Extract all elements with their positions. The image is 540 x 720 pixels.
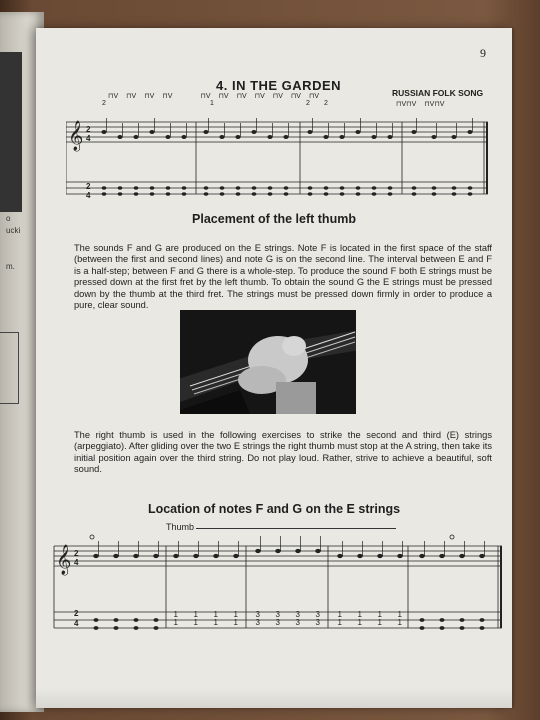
tab-note <box>114 618 119 622</box>
exercise-staff <box>52 528 506 648</box>
note-head <box>411 130 416 134</box>
tab-note <box>236 186 241 190</box>
tab-note <box>102 192 107 196</box>
tab-note <box>340 186 345 190</box>
note-head <box>275 549 281 553</box>
tab-note <box>134 186 139 190</box>
svg-text:4: 4 <box>74 558 79 567</box>
tab-note <box>440 626 445 630</box>
right-thumb-paragraph: The right thumb is used in the following exercises to strike the second and third (E) strings (arpeggiato). After gliding over the two E strings the right thumb must stop at the A string, then take its initial position again over the third string. Do not play loud. Rather, strive to achieve a beautiful, soft sound. <box>74 430 492 475</box>
tab-note <box>412 186 417 190</box>
tab-note <box>268 192 273 196</box>
note-head <box>431 135 436 139</box>
note-head <box>165 135 170 139</box>
svg-text:𝄞: 𝄞 <box>56 545 72 575</box>
note-head <box>377 554 383 558</box>
previous-page-fragment: m. <box>6 262 15 271</box>
previous-page-fragment: o <box>6 214 11 223</box>
tab-note <box>118 186 123 190</box>
note-head <box>295 549 301 553</box>
tab-note <box>432 186 437 190</box>
note-head <box>467 130 472 134</box>
tab-note <box>134 626 139 630</box>
tab-note <box>460 626 465 630</box>
tab-fret-number: 3 <box>275 610 280 619</box>
tab-fret-number: 3 <box>275 618 280 627</box>
note-head <box>397 554 403 558</box>
tab-note <box>94 618 99 622</box>
tab-note <box>420 618 425 622</box>
tab-note <box>372 186 377 190</box>
thumb-label: Thumb <box>166 522 195 532</box>
tab-note <box>150 192 155 196</box>
tab-fret-number: 1 <box>173 610 178 619</box>
book-page <box>36 28 512 708</box>
previous-page-photo <box>0 52 22 212</box>
note-head <box>113 554 119 558</box>
tab-fret-number: 3 <box>315 618 320 627</box>
tab-note <box>154 626 159 630</box>
note-head <box>459 554 465 558</box>
strum-mark: ⊓V <box>218 93 229 100</box>
fret-number: 2 <box>324 100 328 107</box>
page-shadow <box>36 688 512 708</box>
strum-marks-end <box>396 100 444 108</box>
tab-note <box>460 618 465 622</box>
note-head <box>219 135 224 139</box>
tab-note <box>308 186 313 190</box>
tab-note <box>154 618 159 622</box>
tab-note <box>220 186 225 190</box>
tab-note <box>114 626 119 630</box>
svg-text:4: 4 <box>86 134 91 143</box>
note-head <box>181 135 186 139</box>
note-head <box>203 130 208 134</box>
fret-number: 2 <box>102 100 106 107</box>
left-thumb-heading: Placement of the left thumb <box>192 212 356 226</box>
note-head <box>251 130 256 134</box>
tab-note <box>388 186 393 190</box>
strum-mark: ⊓V <box>144 93 155 100</box>
note-head <box>339 135 344 139</box>
song-origin: RUSSIAN FOLK SONG <box>392 88 484 98</box>
strum-mark: ⊓V <box>272 93 283 100</box>
tab-note <box>268 186 273 190</box>
tab-note <box>204 186 209 190</box>
note-head <box>173 554 179 558</box>
tab-note <box>412 192 417 196</box>
previous-page-fragment: ucki <box>6 226 21 235</box>
tab-note <box>236 192 241 196</box>
tab-note <box>182 186 187 190</box>
note-head <box>283 135 288 139</box>
tab-fret-number: 1 <box>337 610 342 619</box>
tab-note <box>166 186 171 190</box>
tab-note <box>284 192 289 196</box>
tab-note <box>468 192 473 196</box>
strum-mark: ⊓V <box>162 93 173 100</box>
strum-mark: ⊓V <box>308 93 320 100</box>
strum-mark: ⊓V⊓V <box>424 101 445 108</box>
tab-fret-number: 3 <box>295 618 300 627</box>
svg-text:4: 4 <box>74 619 79 628</box>
note-head <box>387 135 392 139</box>
note-head <box>235 135 240 139</box>
note-head <box>337 554 343 558</box>
tab-note <box>356 192 361 196</box>
note-head <box>117 135 122 139</box>
tab-note <box>452 186 457 190</box>
note-head <box>439 554 445 558</box>
tab-note <box>308 192 313 196</box>
tab-fret-number: 1 <box>357 618 362 627</box>
tab-fret-number: 1 <box>377 610 382 619</box>
note-head <box>451 135 456 139</box>
note-head <box>307 130 312 134</box>
tab-note <box>134 618 139 622</box>
note-head <box>479 554 485 558</box>
note-head <box>101 130 106 134</box>
tab-fret-number: 3 <box>255 618 260 627</box>
song-title: 4. IN THE GARDEN <box>216 78 342 93</box>
strum-mark: ⊓V <box>236 93 247 100</box>
tab-fret-number: 1 <box>213 610 218 619</box>
note-head <box>149 130 154 134</box>
tab-fret-number: 1 <box>213 618 218 627</box>
tab-fret-number: 1 <box>357 610 362 619</box>
note-head <box>153 554 159 558</box>
note-head <box>93 554 99 558</box>
tab-note <box>452 192 457 196</box>
tab-note <box>252 186 257 190</box>
ukulele-hand-photo <box>180 310 356 414</box>
tab-note <box>150 186 155 190</box>
strum-mark: ⊓V⊓V <box>396 101 417 108</box>
tab-note <box>340 192 345 196</box>
tab-note <box>432 192 437 196</box>
tab-fret-number: 1 <box>397 618 402 627</box>
tab-note <box>252 192 257 196</box>
tab-note <box>480 618 485 622</box>
note-head <box>315 549 321 553</box>
tab-note <box>480 626 485 630</box>
tab-fret-number: 1 <box>233 610 238 619</box>
tab-note <box>166 192 171 196</box>
tab-fret-number: 1 <box>193 618 198 627</box>
note-head <box>213 554 219 558</box>
tab-note <box>94 626 99 630</box>
fret-number: 2 <box>306 100 310 107</box>
tab-fret-number: 3 <box>295 610 300 619</box>
tab-fret-number: 1 <box>377 618 382 627</box>
note-head <box>419 554 425 558</box>
previous-page-box <box>0 332 19 404</box>
note-head <box>355 130 360 134</box>
tab-note <box>388 192 393 196</box>
tab-note <box>284 186 289 190</box>
svg-text:2: 2 <box>86 125 91 134</box>
page-number: 9 <box>480 46 486 60</box>
svg-text:2: 2 <box>74 549 79 558</box>
note-head <box>323 135 328 139</box>
tab-note <box>102 186 107 190</box>
note-head <box>133 554 139 558</box>
tab-note <box>118 192 123 196</box>
svg-text:2: 2 <box>86 182 91 191</box>
tab-note <box>324 192 329 196</box>
note-head <box>133 135 138 139</box>
tab-fret-number: 1 <box>193 610 198 619</box>
note-head <box>357 554 363 558</box>
tab-note <box>372 192 377 196</box>
strum-marks <box>108 92 325 100</box>
tab-note <box>468 186 473 190</box>
tab-fret-number: 1 <box>397 610 402 619</box>
tab-note <box>182 192 187 196</box>
svg-text:𝄞: 𝄞 <box>68 121 84 151</box>
tab-note <box>356 186 361 190</box>
tab-note <box>440 618 445 622</box>
tab-note <box>324 186 329 190</box>
tab-fret-number: 1 <box>233 618 238 627</box>
fret-number: 1 <box>210 100 214 107</box>
note-head <box>267 135 272 139</box>
tab-note <box>204 192 209 196</box>
svg-text:2: 2 <box>74 609 79 618</box>
strum-mark: ⊓V <box>108 93 119 100</box>
left-thumb-paragraph: The sounds F and G are produced on the E strings. Note F is located in the first space of the staff (between the first and second lines) and note G is on the second line. The interval between E and F is a half-step; between F and G there is a whole-step. To produce the sound F both E strings must be pressed down at the first fret by the left thumb. To obtain the sound G the E strings must be pressed down by the thumb at the third fret. The strings must be pressed down firmly in order to produce a pure, clear sound. <box>74 243 492 311</box>
tab-fret-number: 1 <box>173 618 178 627</box>
strum-mark: ⊓V <box>200 93 211 100</box>
note-head <box>371 135 376 139</box>
tab-note <box>220 192 225 196</box>
note-head <box>233 554 239 558</box>
notes-fg-heading: Location of notes F and G on the E strings <box>147 502 401 516</box>
tab-fret-number: 3 <box>255 610 260 619</box>
strum-mark: ⊓V <box>254 93 265 100</box>
tab-note <box>134 192 139 196</box>
previous-page-fragment: and <box>6 202 20 211</box>
svg-text:4: 4 <box>86 191 91 200</box>
strum-mark: ⊓V <box>290 93 301 100</box>
note-head <box>255 549 261 553</box>
tab-note <box>420 626 425 630</box>
tab-fret-number: 3 <box>315 610 320 619</box>
note-head <box>193 554 199 558</box>
tab-fret-number: 1 <box>337 618 342 627</box>
strum-mark: ⊓V <box>126 93 137 100</box>
